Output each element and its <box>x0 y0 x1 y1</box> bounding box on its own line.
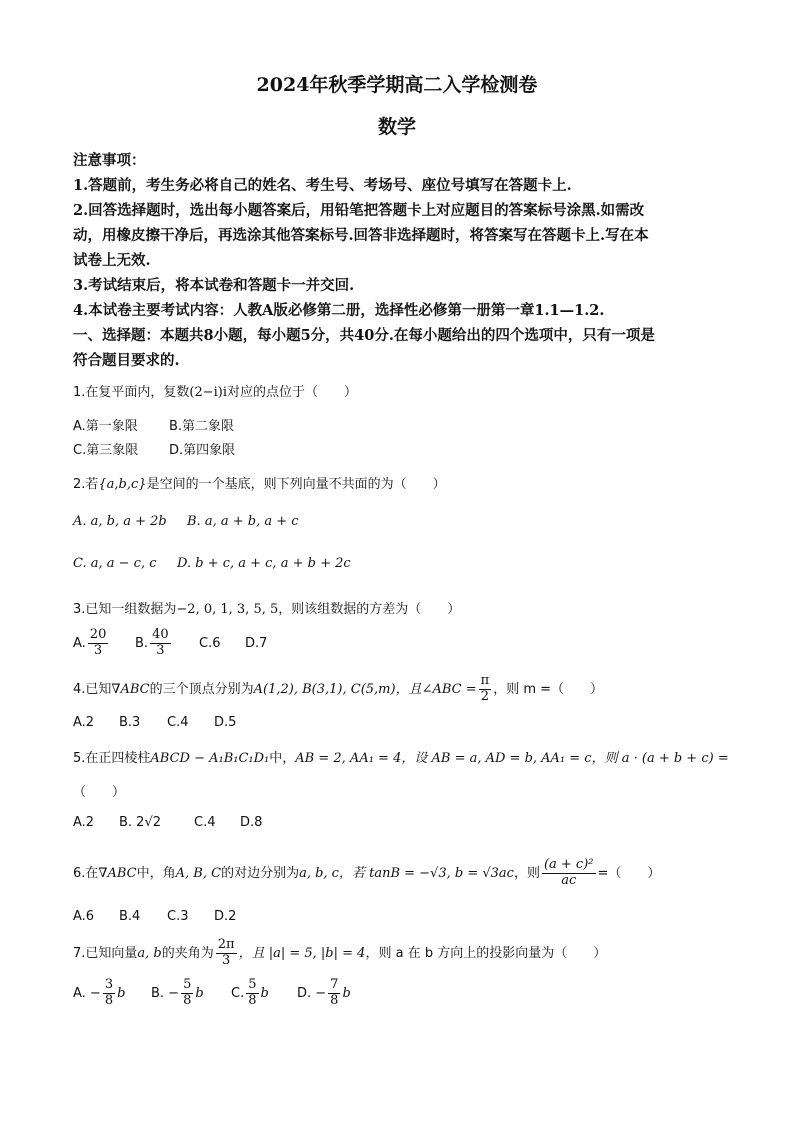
q5-vector-definitions: ，设 AB = a, AD = b, AA₁ = c <box>401 751 592 766</box>
q3-option-b: B. $\frac{40}{3}$ <box>135 627 169 658</box>
question-3-options <box>73 628 267 659</box>
question-5-options <box>73 815 262 830</box>
q5-option-a: A.2 <box>73 815 95 830</box>
q7-option-b: B. − $\frac{5}{8}$ b <box>151 977 204 1008</box>
q2-option-a: A. a, b, a + 2b <box>73 514 167 529</box>
q6-condition: ，若 tanB = −√3, b = √3ac <box>338 865 514 881</box>
q4-option-c: C.4 <box>167 715 189 730</box>
question-5-paren: （ ） <box>73 785 126 800</box>
q5-option-d: D.8 <box>240 815 263 830</box>
question-2-options-row-2 <box>73 556 351 571</box>
q6-option-b: B.4 <box>119 909 141 924</box>
question-6: 6.在∇ABC中，角A, B, C的对边分别为a, b, c，若 tanB = −√3, b = √3ac，则 $\frac{\text{(a + c)²}}{ac}$ =（ ） <box>73 857 661 888</box>
q6-option-c: C.3 <box>167 909 189 924</box>
q4-angle-fraction: $\frac{\pi}{2}$ <box>480 673 490 704</box>
q1-option-c: C.第三象限 <box>73 443 139 458</box>
exam-title: 2024年秋季学期高二入学检测卷 <box>256 74 538 96</box>
q3-data: −2, 0, 1, 3, 5, 5 <box>176 602 279 617</box>
notice-item-2-line-1: 2.回答选择题时，选出每小题答案后，用铅笔把答题卡上对应题目的答案标号涂黑.如需改 <box>73 202 645 219</box>
question-2: 2.若{a,b,c}是空间的一个基底，则下列向量不共面的为（ ） <box>73 477 446 492</box>
q1-option-d: D.第四象限 <box>169 443 236 458</box>
question-2-options-row-1 <box>73 514 299 529</box>
q7-option-a: A. − $\frac{3}{8}$ b <box>73 977 126 1008</box>
notice-item-3: 3.考试结束后，将本试卷和答题卡一并交回. <box>73 277 355 294</box>
question-1-options-row-2 <box>73 439 235 458</box>
q3-option-d: D.7 <box>245 635 268 651</box>
q4-option-d: D.5 <box>214 715 237 730</box>
q6-option-d: D.2 <box>214 909 237 924</box>
q2-basis: {a,b,c} <box>98 477 147 492</box>
section-1-heading-line-1: 一、选择题：本题共8小题，每小题5分，共40分.在每小题给出的四个选项中，只有一项是 <box>73 327 655 344</box>
q4-points: A(1,2), B(3,1), C(5,m) <box>253 681 396 697</box>
question-6-options <box>73 909 236 924</box>
question-4: 4.已知∇ABC的三个顶点分别为A(1,2), B(3,1), C(5,m)，且∠ABC = $\frac{\pi}{2}$ ，则 m =（ ） <box>73 673 604 704</box>
notice-item-2-line-2: 动，用橡皮擦干净后，再选涂其他答案标号.回答非选择题时，将答案写在答题卡上.写在本 <box>73 227 649 244</box>
notice-item-2-line-3: 试卷上无效. <box>73 252 151 269</box>
q1-option-a: A.第一象限 <box>73 419 138 434</box>
q2-option-c: C. a, a − c, c <box>73 556 157 571</box>
q6-fraction: $\frac{\text{(a + c)²}}{ac}$ <box>543 857 594 888</box>
q7-option-c: C. $\frac{5}{8}$ b <box>231 977 269 1008</box>
q5-prism: ABCD − A₁B₁C₁D₁ <box>150 751 270 766</box>
question-1: 1.在复平面内，复数(2−i)i对应的点位于（ ） <box>73 385 358 400</box>
q6-option-a: A.6 <box>73 909 95 924</box>
question-7-options <box>73 978 351 1009</box>
q7-option-d: D. − $\frac{7}{8}$ b <box>297 977 351 1008</box>
question-4-options <box>73 715 236 730</box>
q5-option-b: B. 2√2 <box>119 815 162 830</box>
question-7: 7.已知向量a, b的夹角为 $\frac{2\pi}{3}$ ，且 |a| = 5, |b| = 4，则 a 在 b 方向上的投影向量为（ ） <box>73 937 607 968</box>
q3-option-a: A. $\frac{20}{3}$ <box>73 627 107 658</box>
q4-option-b: B.3 <box>119 715 141 730</box>
q5-option-c: C.4 <box>194 815 216 830</box>
q3-option-c: C.6 <box>199 635 221 651</box>
notice-item-1: 1.答题前，考生务必将自己的姓名、考生号、考场号、座位号填写在答题卡上. <box>73 177 572 194</box>
question-3: 3.已知一组数据为−2, 0, 1, 3, 5, 5，则该组数据的方差为（ ） <box>73 602 461 617</box>
q1-expression: (2−i)i <box>189 385 228 400</box>
q2-option-d: D. b + c, a + c, a + b + 2c <box>177 556 351 571</box>
q2-option-b: B. a, a + b, a + c <box>187 514 299 529</box>
question-1-options-row-1 <box>73 415 234 434</box>
section-1-heading-line-2: 符合题目要求的. <box>73 352 180 369</box>
notice-heading: 注意事项： <box>73 152 146 169</box>
q4-option-a: A.2 <box>73 715 95 730</box>
q1-option-b: B.第二象限 <box>169 419 235 434</box>
q7-angle-fraction: $\frac{2\pi}{3}$ <box>217 937 235 968</box>
notice-item-4: 4.本试卷主要考试内容：人教A版必修第二册，选择性必修第一册第一章1.1—1.2. <box>73 302 605 319</box>
exam-subject: 数学 <box>377 116 416 138</box>
question-5: 5.在正四棱柱ABCD − A₁B₁C₁D₁中，AB = 2, AA₁ = 4，设 AB = a, AD = b, AA₁ = c，则 a · (a + b + c) = <box>73 751 729 766</box>
